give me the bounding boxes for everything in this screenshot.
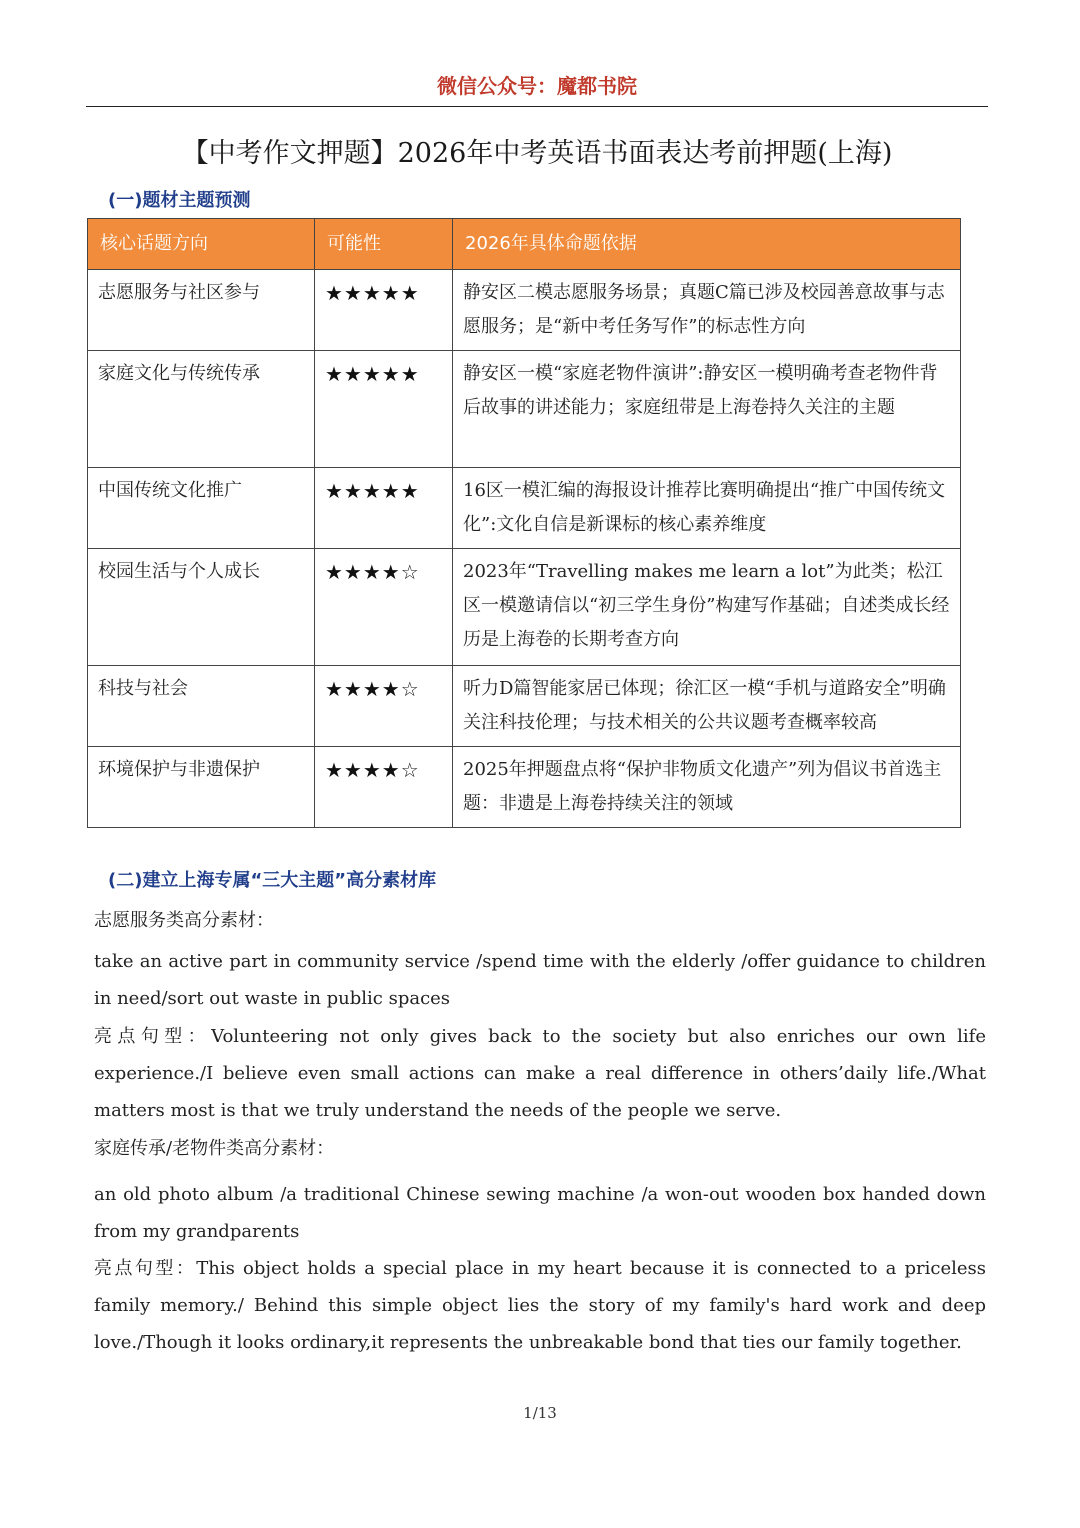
table-row bbox=[88, 666, 961, 747]
column-header: 可能性 bbox=[315, 219, 453, 270]
likelihood-stars: ★★★★★ bbox=[315, 351, 453, 468]
column-header: 核心话题方向 bbox=[88, 219, 315, 270]
likelihood-stars: ★★★★☆ bbox=[315, 666, 453, 747]
basis-cell: 16区一模汇编的海报设计推荐比赛明确提出“推广中国传统文化”:文化自信是新课标的核心素养维度 bbox=[453, 468, 961, 549]
volunteer-sentence-patterns: 亮点句型：Volunteering not only gives back to the society but also enriches our own life experience./I believe even small actions can make a real difference in others’daily life./What matters most is that we truly understand the needs of the people we serve. bbox=[94, 1026, 986, 1121]
column-header: 2026年具体命题依据 bbox=[453, 219, 961, 270]
family-phrases: an old photo album /a traditional Chinese sewing machine /a won-out wooden box handed down from my grandparents bbox=[94, 1184, 986, 1242]
volunteer-materials-label: 志愿服务类高分素材： bbox=[94, 910, 274, 931]
basis-cell: 静安区一模“家庭老物件演讲”:静安区一模明确考查老物件背后故事的讲述能力；家庭纽带是上海卷持久关注的主题 bbox=[453, 351, 961, 468]
table-row bbox=[88, 351, 961, 468]
likelihood-stars: ★★★★☆ bbox=[315, 747, 453, 828]
document-title: 【中考作文押题】2026年中考英语书面表达考前押题(上海) bbox=[181, 138, 893, 169]
table-header-row bbox=[88, 219, 961, 270]
topic-cell: 志愿服务与社区参与 bbox=[88, 270, 315, 351]
likelihood-stars: ★★★★☆ bbox=[315, 549, 453, 666]
basis-cell: 静安区二模志愿服务场景；真题C篇已涉及校园善意故事与志愿服务；是“新中考任务写作”的标志性方向 bbox=[453, 270, 961, 351]
family-sentence-patterns: 亮点句型：This object holds a special place in my heart because it is connected to a priceless family memory./ Behind this simple object lies the story of my family's hard work and deep love./Though it looks ordinary,it represents the unbreakable bond that ties our family together. bbox=[94, 1258, 986, 1353]
page-header: 微信公众号：魔都书院 bbox=[86, 72, 988, 107]
topic-cell: 科技与社会 bbox=[88, 666, 315, 747]
likelihood-stars: ★★★★★ bbox=[315, 270, 453, 351]
section-heading-topics: (一)题材主题预测 bbox=[108, 190, 251, 211]
basis-cell: 听力D篇智能家居已体现；徐汇区一模“手机与道路安全”明确关注科技伦理；与技术相关的公共议题考查概率较高 bbox=[453, 666, 961, 747]
volunteer-phrases: take an active part in community service /spend time with the elderly /offer guidance to children in need/sort out waste in public spaces bbox=[94, 951, 986, 1009]
topic-prediction-table bbox=[87, 218, 961, 828]
page-number: 1/13 bbox=[523, 1404, 557, 1422]
table-row bbox=[88, 270, 961, 351]
topic-cell: 校园生活与个人成长 bbox=[88, 549, 315, 666]
basis-cell: 2023年“Travelling makes me learn a lot”为此类；松江区一模邀请信以“初三学生身份”构建写作基础；自述类成长经历是上海卷的长期考查方向 bbox=[453, 549, 961, 666]
section-heading-materials: (二)建立上海专属“三大主题”高分素材库 bbox=[108, 870, 437, 891]
basis-cell: 2025年押题盘点将“保护非物质文化遗产”列为倡议书首选主题：非遗是上海卷持续关注的领域 bbox=[453, 747, 961, 828]
likelihood-stars: ★★★★★ bbox=[315, 468, 453, 549]
family-materials-label: 家庭传承/老物件类高分素材： bbox=[94, 1138, 335, 1159]
topic-cell: 家庭文化与传统传承 bbox=[88, 351, 315, 468]
table-row bbox=[88, 468, 961, 549]
table-row bbox=[88, 549, 961, 666]
topic-cell: 环境保护与非遗保护 bbox=[88, 747, 315, 828]
table-row bbox=[88, 747, 961, 828]
topic-cell: 中国传统文化推广 bbox=[88, 468, 315, 549]
